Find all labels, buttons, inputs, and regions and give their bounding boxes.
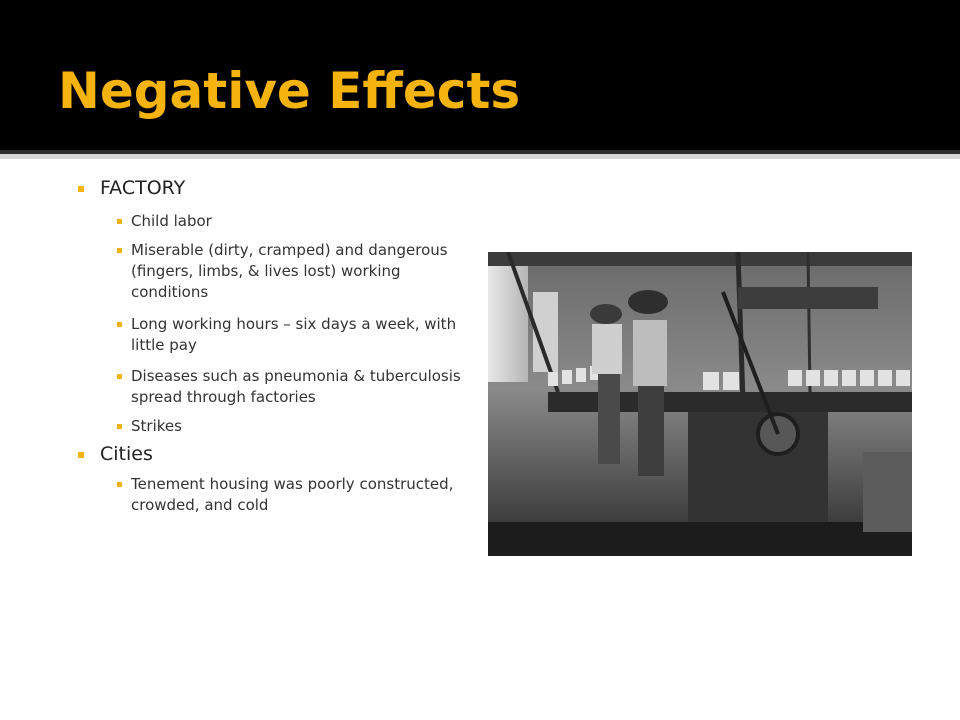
sub-bullet-square-icon: [117, 374, 122, 379]
bullet-conditions: Miserable (dirty, cramped) and dangerous (fingers, limbs, & lives lost) working conditions: [131, 241, 448, 301]
bullet-diseases: Diseases such as pneumonia & tuberculosis spread through factories: [131, 367, 461, 406]
slide-title: Negative Effects: [58, 62, 521, 120]
bullet-child-labor: Child labor: [131, 212, 212, 230]
bullet-working-hours: Long working hours – six days a week, with little pay: [131, 315, 457, 354]
bullet-cities: Cities: [100, 443, 153, 465]
sub-bullet-square-icon: [117, 482, 122, 487]
sub-bullet-square-icon: [117, 424, 122, 429]
bullet-strikes: Strikes: [131, 417, 182, 435]
sub-bullet-square-icon: [117, 322, 122, 327]
sub-bullet-square-icon: [117, 219, 122, 224]
bullet-square-icon: [78, 452, 84, 458]
mill-children-photo: [488, 252, 912, 556]
bullet-tenement: Tenement housing was poorly constructed, crowded, and cold: [131, 475, 454, 514]
bullet-square-icon: [78, 186, 84, 192]
sub-bullet-square-icon: [117, 248, 122, 253]
bullet-factory: FACTORY: [100, 177, 186, 199]
